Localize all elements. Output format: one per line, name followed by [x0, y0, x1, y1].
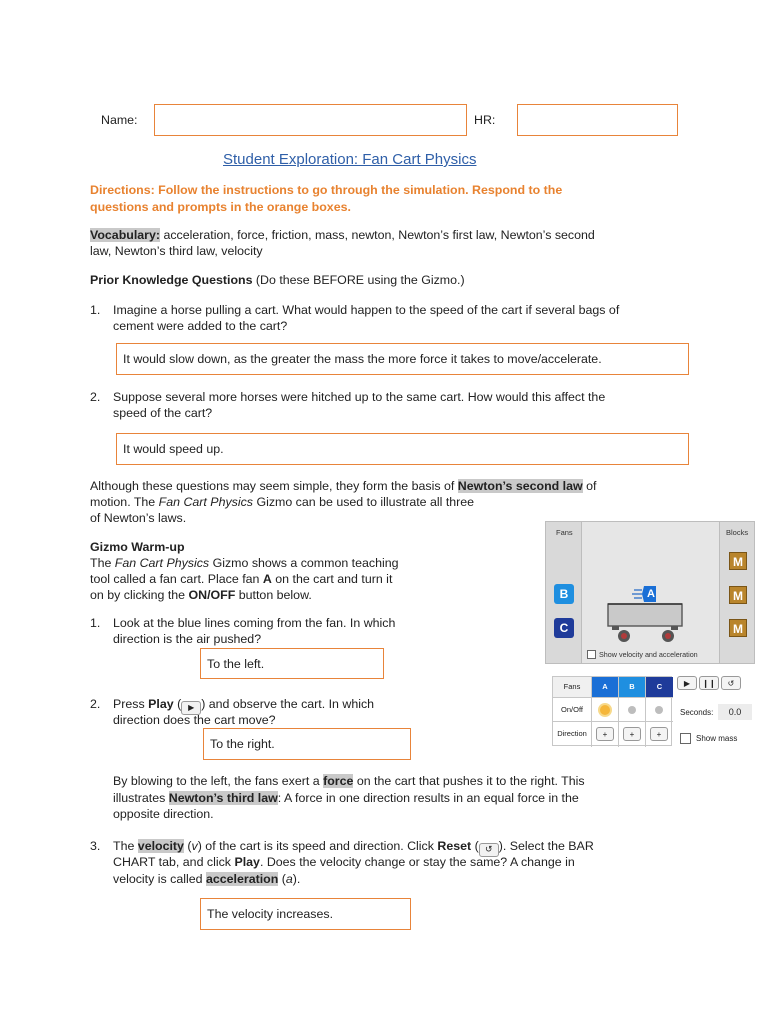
warmup-para-text-c: illustrates: [113, 791, 169, 805]
warmup-q2-text-b: (: [173, 697, 182, 711]
show-velocity-label: Show velocity and acceleration: [599, 650, 698, 659]
warmup-q3-text-a: The: [113, 839, 138, 853]
row-direction-label: Direction: [553, 722, 592, 747]
direction-c-cell: [646, 722, 673, 747]
name-label: Name:: [101, 113, 138, 127]
prior-q2-answer-box[interactable]: [116, 433, 689, 465]
warmup-q1-answer-box[interactable]: [200, 648, 384, 679]
warmup-q3-answer: The velocity increases.: [207, 907, 334, 921]
fan-b-button[interactable]: B: [554, 584, 574, 604]
hr-label: HR:: [474, 113, 496, 127]
prior-q1-answer: It would slow down, as the greater the mass the more force it takes to move/accelerate.: [123, 352, 602, 366]
warmup-q3-line-3: [113, 871, 300, 887]
show-mass-label: Show mass: [696, 734, 738, 743]
prior-q1-number: 1.: [90, 303, 101, 317]
warmup-q3-text-g: . Does the velocity change or stay the same? A change in: [259, 855, 575, 869]
reset-button-icon: ↺: [727, 679, 735, 688]
prior-q1-answer-box[interactable]: [116, 343, 689, 375]
force-term: force: [323, 774, 354, 788]
warmup-q3-text-f: CHART tab, and click: [113, 855, 235, 869]
warmup-para-line-1: [113, 773, 585, 789]
vocabulary-line-1: [90, 227, 595, 243]
intro-line-2: [90, 494, 474, 510]
play-button[interactable]: [677, 676, 697, 690]
intro-line-3: of Newton’s laws.: [90, 511, 187, 525]
velocity-symbol: v: [191, 839, 198, 853]
onoff-c-button[interactable]: [655, 706, 663, 714]
warmup-para-line-3: opposite direction.: [113, 807, 214, 821]
table-header-fans: Fans: [553, 677, 592, 698]
gizmo-simulation: [545, 521, 755, 664]
warmup-q2-answer: To the right.: [210, 737, 275, 751]
warmup-q3-text-i: (: [278, 872, 286, 886]
warmup-fan-a: A: [262, 572, 272, 586]
warmup-text-e: on by clicking the: [90, 588, 189, 602]
onoff-a-cell: [592, 698, 619, 722]
warmup-q3-text-h: velocity is called: [113, 872, 206, 886]
table-header-c: C: [646, 677, 673, 698]
acceleration-term: acceleration: [205, 872, 279, 886]
fan-c-button[interactable]: C: [554, 618, 574, 638]
intro-text-a: Although these questions may seem simple, they form the basis of: [90, 479, 458, 493]
direction-c-button[interactable]: +: [650, 727, 668, 741]
fan-controls-table: [552, 676, 672, 746]
table-header-b: B: [619, 677, 646, 698]
warmup-q3-number: 3.: [90, 839, 101, 853]
warmup-q3-text-e: ). Select the BAR: [498, 839, 594, 853]
warmup-heading: Gizmo Warm-up: [90, 540, 185, 554]
warmup-q3-text-b: (: [183, 839, 192, 853]
warmup-line-2: [90, 571, 392, 587]
vocabulary-label: Vocabulary:: [90, 228, 161, 242]
seconds-display: [718, 704, 752, 720]
warmup-para-text-d: : A force in one direction results in an equal force in the: [277, 791, 579, 805]
onoff-b-button[interactable]: [628, 706, 636, 714]
onoff-a-button[interactable]: [600, 705, 610, 715]
page-title: Student Exploration: Fan Cart Physics: [223, 151, 477, 168]
reset-icon: ↺: [479, 843, 499, 857]
warmup-para-text-b: on the cart that pushes it to the right. This: [353, 774, 585, 788]
blocks-panel: [719, 521, 755, 664]
intro-text-c: motion. The: [90, 495, 159, 509]
warmup-gizmo-name: Fan Cart Physics: [114, 556, 210, 570]
onoff-b-cell: [619, 698, 646, 722]
warmup-q1-line-2: direction is the air pushed?: [113, 632, 262, 646]
hr-field[interactable]: [517, 104, 678, 136]
fans-panel-label: Fans: [556, 528, 573, 537]
prior-heading: [90, 272, 465, 288]
show-velocity-checkbox[interactable]: [587, 650, 596, 659]
track-area: [582, 521, 719, 664]
prior-q1-line-2: cement were added to the cart?: [113, 319, 288, 333]
prior-q2-line-2: speed of the cart?: [113, 406, 213, 420]
warmup-line-3: [90, 587, 312, 603]
prior-q2-number: 2.: [90, 390, 101, 404]
warmup-q2-play: Play: [148, 697, 174, 711]
fans-panel: [545, 521, 582, 664]
newtons-third-law-term: Newton’s third law: [168, 791, 278, 805]
seconds-value: 0.0: [728, 707, 742, 717]
acceleration-symbol: a: [285, 872, 293, 886]
warmup-line-1: [90, 555, 399, 571]
warmup-q3-text-c: ) of the cart is its speed and direction. Click: [197, 839, 438, 853]
show-mass-checkbox[interactable]: [680, 733, 691, 744]
warmup-para-line-2: [113, 790, 579, 806]
warmup-q3-text-d: (: [471, 839, 479, 853]
prior-q1-line-1: Imagine a horse pulling a cart. What would happen to the speed of the cart if several bags of: [113, 303, 620, 317]
warmup-q2-line-2: direction does the cart move?: [113, 713, 276, 727]
warmup-text-c: tool called a fan cart. Place fan: [90, 572, 263, 586]
prior-q2-line-1: Suppose several more horses were hitched up to the same cart. How would this affect the: [113, 390, 606, 404]
warmup-q3-text-j: ).: [292, 872, 301, 886]
fan-a-on-cart[interactable]: A: [647, 588, 655, 600]
newtons-second-law-term: Newton’s second law: [457, 479, 583, 493]
onoff-c-cell: [646, 698, 673, 722]
mass-block-2[interactable]: M: [729, 586, 747, 604]
directions-line-2: questions and prompts in the orange boxes.: [90, 200, 351, 214]
intro-gizmo-name: Fan Cart Physics: [158, 495, 253, 509]
play-button-icon: ▶: [683, 679, 691, 688]
vocabulary-line-2: law, Newton’s third law, velocity: [90, 244, 263, 258]
prior-q2-answer: It would speed up.: [123, 442, 224, 456]
row-onoff-label: On/Off: [553, 698, 592, 722]
warmup-q2-text-c: ) and observe the cart. In which: [201, 697, 375, 711]
intro-text-b: of: [582, 479, 597, 493]
warmup-text-d: on the cart and turn it: [271, 572, 393, 586]
direction-a-button[interactable]: +: [596, 727, 614, 741]
warmup-para-text-a: By blowing to the left, the fans exert a: [113, 774, 324, 788]
prior-heading-note: (Do these BEFORE using the Gizmo.): [252, 273, 465, 287]
pause-button[interactable]: [699, 676, 719, 690]
warmup-q1-number: 1.: [90, 616, 101, 630]
direction-a-cell: [592, 722, 619, 747]
seconds-label: Seconds:: [680, 708, 714, 717]
name-field[interactable]: [154, 104, 467, 136]
warmup-q3-line-2: [113, 854, 575, 870]
velocity-term: velocity: [137, 839, 184, 853]
prior-heading-title: Prior Knowledge Questions: [90, 273, 253, 287]
warmup-q1-line-1: Look at the blue lines coming from the fan. In which: [113, 616, 396, 630]
warmup-q3-reset: Reset: [437, 839, 472, 853]
direction-b-button[interactable]: +: [623, 727, 641, 741]
warmup-q2-number: 2.: [90, 697, 101, 711]
play-icon: ▶: [181, 701, 201, 715]
warmup-q3-play: Play: [234, 855, 260, 869]
reset-button[interactable]: [721, 676, 741, 690]
blocks-panel-label: Blocks: [726, 528, 749, 537]
intro-line-1: [90, 478, 596, 494]
pause-icon: ❙❙: [702, 679, 716, 688]
direction-b-cell: [619, 722, 646, 747]
mass-block-1[interactable]: M: [729, 552, 747, 570]
warmup-text-a: The: [90, 556, 115, 570]
warmup-text-b: Gizmo shows a common teaching: [209, 556, 399, 570]
mass-block-3[interactable]: M: [729, 619, 747, 637]
warmup-q2-answer-box[interactable]: [203, 728, 411, 760]
vocabulary-terms: acceleration, force, friction, mass, newton, Newton’s first law, Newton’s second: [160, 228, 595, 242]
warmup-onoff: ON/OFF: [188, 588, 236, 602]
intro-text-d: Gizmo can be used to illustrate all three: [253, 495, 475, 509]
warmup-q3-answer-box[interactable]: [200, 898, 411, 930]
warmup-q1-answer: To the left.: [207, 656, 265, 671]
warmup-q2-text-a: Press: [113, 697, 149, 711]
directions-line-1: Directions: Follow the instructions to go through the simulation. Respond to the: [90, 183, 563, 197]
warmup-text-f: button below.: [235, 588, 312, 602]
table-header-a: A: [592, 677, 619, 698]
